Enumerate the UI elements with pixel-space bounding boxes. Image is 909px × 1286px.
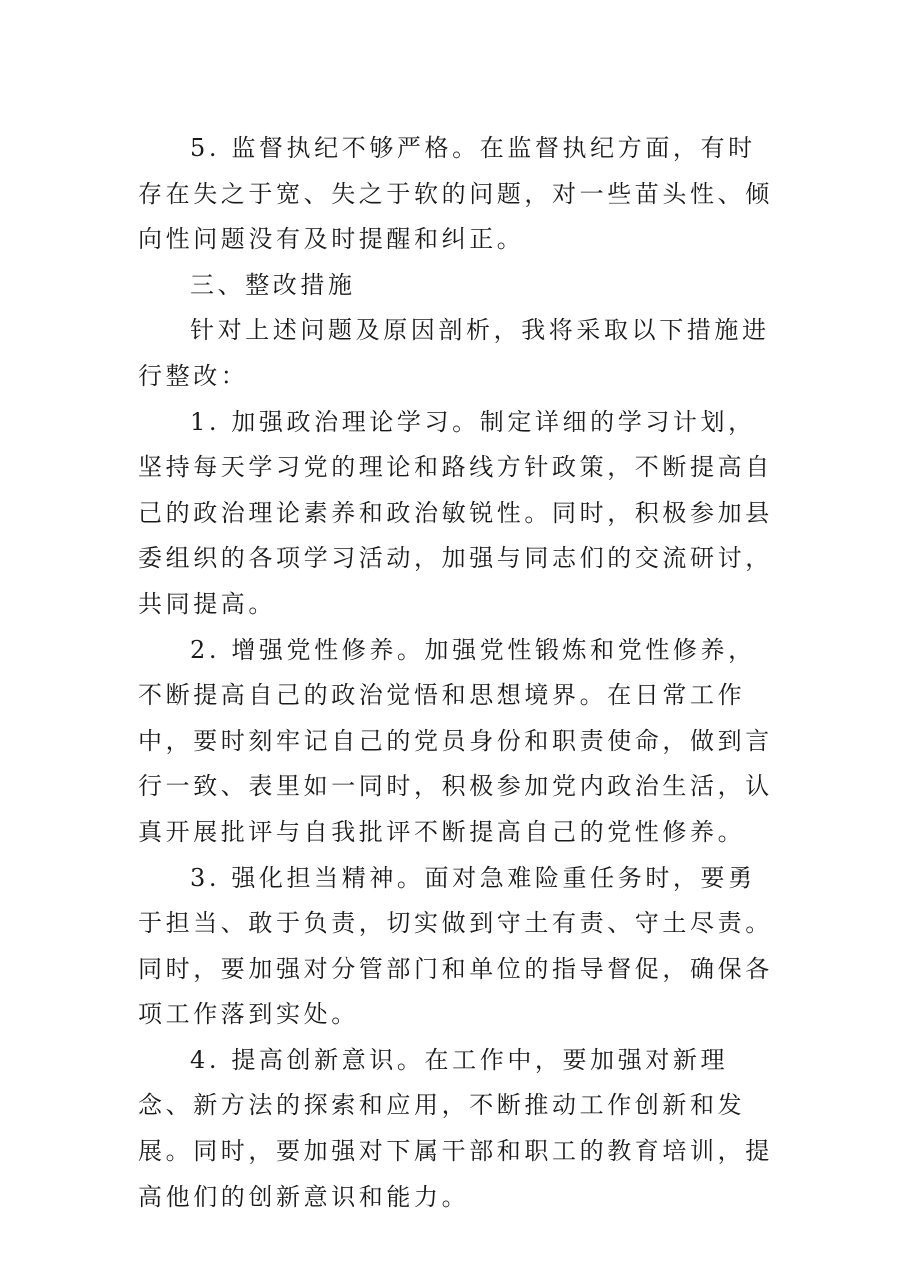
paragraph-measure-4: 4. 提高创新意识。在工作中，要加强对新理念、新方法的探索和应用，不断推动工作创新和发展。同时，要加强对下属干部和职工的教育培训，提高他们的创新意识和能力。 [138, 1045, 773, 1211]
paragraph-supervision-discipline: 5. 监督执纪不够严格。在监督执纪方面，有时存在失之于宽、失之于软的问题，对一些苗头性、倾向性问题没有及时提醒和纠正。 [138, 134, 773, 254]
section-heading-rectification: 三、整改措施 [190, 270, 356, 299]
document-body [138, 126, 778, 1220]
paragraph-intro-measures: 针对上述问题及原因剖析，我将采取以下措施进行整改： [138, 316, 770, 390]
paragraph-measure-1: 1. 加强政治理论学习。制定详细的学习计划，坚持每天学习党的理论和路线方针政策，不断提高自己的政治理论素养和政治敏锐性。同时，积极参加县委组织的各项学习活动，加强与同志们的交流研讨，共同提高。 [138, 407, 773, 618]
paragraph-measure-3: 3. 强化担当精神。面对急难险重任务时，要勇于担当、敢于负责，切实做到守土有责、守土尽责。同时，要加强对分管部门和单位的指导督促，确保各项工作落到实处。 [138, 863, 773, 1029]
paragraph-measure-2: 2. 增强党性修养。加强党性锻炼和党性修养，不断提高自己的政治觉悟和思想境界。在日常工作中，要时刻牢记自己的党员身份和职责使命，做到言行一致、表里如一同时，积极参加党内政治生活，认真开展批评与自我批评不断提高自己的党性修养。 [138, 635, 773, 846]
